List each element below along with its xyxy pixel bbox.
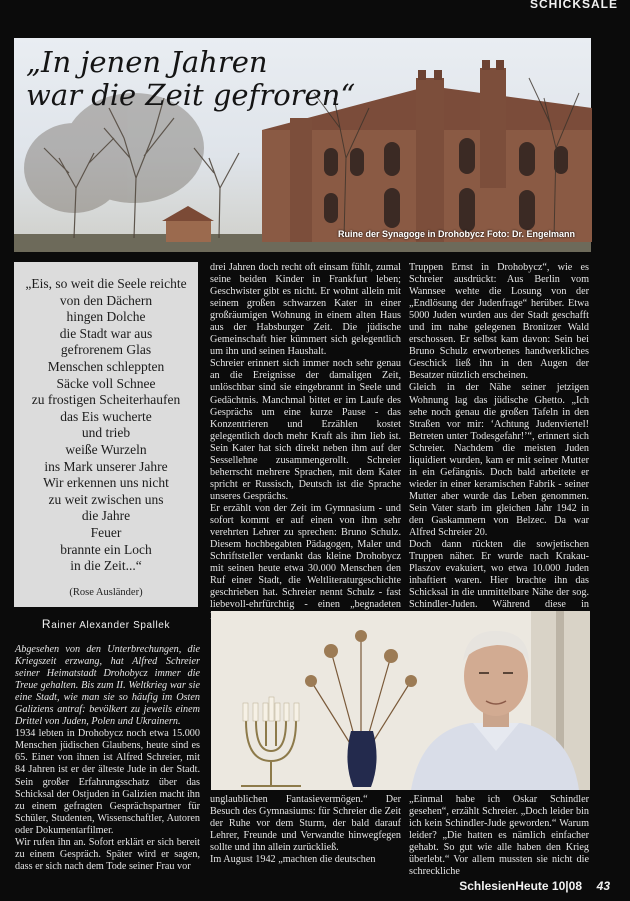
magazine-name: SchlesienHeute 10|08 xyxy=(459,879,582,893)
column-1 xyxy=(15,644,200,888)
portrait-photo xyxy=(211,611,590,790)
column-4-paragraph-2: Im August 1942 „machten die deutschen xyxy=(210,854,376,866)
article-headline xyxy=(26,46,355,112)
section-label: SCHICKSALE xyxy=(529,0,618,11)
poem-line: von den Dächern xyxy=(59,292,153,308)
column-4 xyxy=(210,794,401,890)
poem-line: „Eis, so weit die Seele reichte xyxy=(25,276,187,291)
column-5 xyxy=(409,794,589,890)
poem-line: die Jahre xyxy=(81,508,131,524)
poem-line: Feuer xyxy=(90,524,122,540)
headline-line-1: „In jenen Jahren xyxy=(26,45,268,79)
column-5-paragraph-1: „Einmal habe ich Oskar Schindler gesehen“, erzählt Schreier. „Doch leider bin ich kein Schindler-Jude geworden.“ Warum leider? „Die hatten es nämlich einfacher gehabt. So gut wie alle haben den Krieg überlebt.“ Vor allem mussten sie nicht die schreckliche xyxy=(409,794,589,878)
column-1-paragraph-2: Wir rufen ihn an. Sofort erklärt er sich bereit zu einem Gespräch. Später wird er sagen, dass er sich nach dem Tode seiner Frau vor xyxy=(15,836,200,872)
article-lead: Abgesehen von den Unterbrechungen, die Kriegszeit erzwang, hat Alfred Schreier seiner Heimatstadt Drohobycz immer die Treue gehalten. Bis zum II. Weltkrieg war sie eine Stadt, wie man sie so häufig im Osten Galiziens antraf: bevölkert zu jeweils einem Drittel von Juden, Polen und Ukrainern. xyxy=(15,644,200,728)
poem-line: die Stadt war aus xyxy=(59,325,153,341)
poem-box xyxy=(14,262,198,607)
column-1-paragraph: 1934 lebten in Drohobycz noch etwa 15.000 Menschen jüdischen Glaubens, heute sind es 65. Einer von ihnen ist Alfred Schreier, mit 84 Jahren ist er der älteste Jude in der Stadt. Sein großer Erfahrungsschatz über das Schicksal der Ostjuden in Galizien macht ihn zu einem gefragten Gesprächspartner für Schüler, Studenten, Wissenschaftler, Autoren oder Dokumentarfilmer. xyxy=(15,728,200,836)
photo-caption: Ruine der Synagoge in Drohobycz Foto: Dr. Engelmann xyxy=(337,229,575,239)
column-2-paragraph-1: drei Jahren doch recht oft einsam fühlt, zumal seine beiden Kinder in Frankfurt leben; Geschwister gibt es nicht. Er wohnt allein mit seinem großen schwarzen Kater in einer großräumigen Wohnung in einem alten Haus aus der Habsburger Zeit. Die jüdische Gemeinschaft hier kümmert sich gelegentlich um ihn und seinen Haushalt. xyxy=(210,262,401,358)
column-4-paragraph-1: unglaublichen Fantasievermögen.“ Der Besuch des Gymnasiums: für Schreier die Zeit der Ruhe vor dem Sturm, der bald darauf Lehrer, Freunde und Verwandte hinwegfegen sollte und ihn allein zurückließ. xyxy=(210,794,401,854)
column-3-paragraph-1: Truppen Ernst in Drohobycz“, wie es Schreier ausdrückt: Aus Berlin vom Wannsee wehte die Losung von der „Endlösung der Judenfrage“ herüber. Etwa 5000 Juden wurden aus der Stadt geschafft und im nahe gelegenen Bronitzer Wald erschossen. Er selbst kam davon: Sein bei Bruno Schulz erworbenes handwerkliches Geschick ließ ihn in den Augen der Besatzer nützlich erscheinen. xyxy=(409,262,589,382)
poem-line: ins Mark unserer Jahre xyxy=(44,458,168,474)
article-author: Rainer Alexander Spallek xyxy=(41,617,171,631)
headline-line-2: war die Zeit gefroren“ xyxy=(26,78,356,112)
column-2-paragraph-3: Er erzählt von der Zeit im Gymnasium - und sofort kommt er auf einen von ihm sehr verehrten Lehrer zu sprechen: Bruno Schulz. Diesem hochbegabten Pädagogen, Maler und Schriftsteller verdankt das kleine Drohobycz mit seinen heute etwa 30.000 Menschen den Ruf einer Stadt, die Weltliteraturgeschichte geschrieben hat. Schreier nennt Schulz - fast liebevoll-ehrfürchtig - einen „begnadeten xyxy=(210,502,401,611)
poem-line: gefrorenem Glas xyxy=(60,342,152,358)
poem-author: (Rose Ausländer) xyxy=(69,586,143,598)
portrait-illustration xyxy=(211,611,590,790)
poem-line: in die Zeit...“ xyxy=(70,558,142,574)
poem-line: zu frostigen Scheiterhaufen xyxy=(31,392,181,408)
column-3 xyxy=(409,262,589,610)
poem-line: weiße Wurzeln xyxy=(65,441,147,457)
poem-line: Wir erkennen uns nicht xyxy=(43,475,169,491)
poem-line: und trieb xyxy=(81,425,131,441)
poem-line: Säcke voll Schnee xyxy=(56,375,156,391)
column-2-paragraph-2: Schreier erinnert sich immer noch sehr genau an die Ereignisse der damaligen Zeit, unlöschbar sind sie eingebrannt in Seele und Gedächtnis. Manchmal bittet er im Laufe des Gesprächs um eine kurze Pause - das Konzentrieren und Erzählen kostet gelegentlich doch mehr Kraft als ihm lieb ist. Sein Kater hat sich direkt neben ihm auf der Sessellehne zusammengerollt. Schreier beherrscht mehrere Sprachen, mit dem Kater spricht er Russisch, Deutsch ist die Sprache unseres Gesprächs. xyxy=(210,358,401,502)
column-3-paragraph-3: Doch dann rückten die sowjetischen Truppen näher. Er wurde nach Krakau-Plaszov evakuiert, wo etwa 10.000 Juden inhaftiert waren. Hier brachte ihn das Schicksal in die unmittelbare Nähe der sog. Schindler-Juden. Während diese in xyxy=(409,539,589,611)
poem-line: Menschen schleppten xyxy=(47,358,165,374)
poem-line: hingen Dolche xyxy=(66,309,146,325)
column-3-paragraph-2: Gleich in der Nähe seiner jetzigen Wohnung lag das jüdische Ghetto. „Ich sehe noch genau die großen Tafeln in den Straßen vor mir: ‘Achtung Judenviertel! Betreten unter Todesgefahr!’“, erinnert sich Schreier. Nachdem die meisten Juden liquidiert wurden, kam er mit seiner Mutter in ein Gefängnis. Doch bald arbeitete er wieder in einer keramischen Fabrik - seiner Mutter aber wurde das Leben genommen. Sein Vater starb im gleichen Jahr 1942 in den Gaskammern von Belzec. Da war Alfred Schreier 20. xyxy=(409,382,589,539)
poem-line: brannte ein Loch xyxy=(60,541,152,557)
poem-line: zu weit zwischen uns xyxy=(48,491,164,507)
page-number: 43 xyxy=(596,879,610,893)
column-2 xyxy=(210,262,401,610)
poem-line: das Eis wucherte xyxy=(60,408,152,424)
hero-photo xyxy=(14,38,591,252)
poem-text xyxy=(14,276,198,575)
